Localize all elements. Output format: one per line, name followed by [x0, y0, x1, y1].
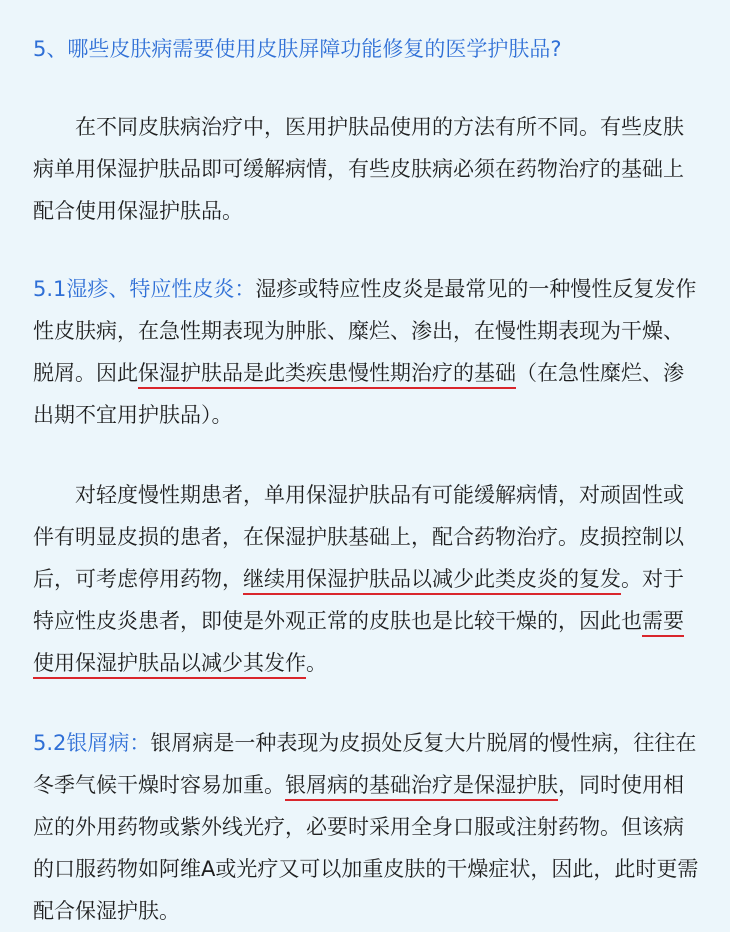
psoriasis-text-b: ，同时使用相应的外用药物或紫外线光疗，必要时采用全身口服或注射药物。但该病的口服药物如阿维A或光疗又可以加重皮肤的干燥症状，因此，此时更需配合保湿护肤。	[33, 773, 699, 923]
chronic-paragraph	[33, 474, 702, 684]
chronic-text-c: 。	[306, 651, 327, 675]
chronic-text-b: 。对于特应性皮炎患者，即使是外观正常的皮肤也是比较干燥的，因此也	[33, 567, 684, 633]
eczema-paragraph	[33, 268, 702, 436]
chronic-highlight-a: 继续用保湿护肤品以减少此类皮炎的复发	[243, 567, 621, 591]
psoriasis-label: 5.2银屑病：	[33, 731, 151, 755]
eczema-text-b: （在急性糜烂、渗出期不宜用护肤品）。	[33, 361, 684, 427]
psoriasis-paragraph	[33, 722, 702, 932]
psoriasis-text-a: 银屑病是一种表现为皮损处反复大片脱屑的慢性病，往往在冬季气候干燥时容易加重。	[33, 731, 697, 797]
psoriasis-highlight: 银屑病的基础治疗是保湿护肤	[285, 773, 558, 797]
chronic-highlight-b: 需要使用保湿护肤品以减少其发作	[33, 609, 684, 675]
chronic-text-a: 对轻度慢性期患者，单用保湿护肤品有可能缓解病情，对顽固性或伴有明显皮损的患者，在保湿护肤基础上，配合药物治疗。皮损控制以后，可考虑停用药物，	[33, 483, 684, 591]
eczema-highlight: 保湿护肤品是此类疾患慢性期治疗的基础	[138, 361, 516, 385]
eczema-text-a: 湿疹或特应性皮炎是最常见的一种慢性反复发作性皮肤病，在急性期表现为肿胀、糜烂、渗出，在慢性期表现为干燥、脱屑。因此	[33, 277, 697, 385]
eczema-label: 5.1湿疹、特应性皮炎：	[33, 277, 256, 301]
intro-paragraph: 在不同皮肤病治疗中，医用护肤品使用的方法有所不同。有些皮肤病单用保湿护肤品即可缓解病情，有些皮肤病必须在药物治疗的基础上配合使用保湿护肤品。	[33, 115, 684, 223]
section-heading: 5、哪些皮肤病需要使用皮肤屏障功能修复的医学护肤品?	[33, 37, 562, 61]
